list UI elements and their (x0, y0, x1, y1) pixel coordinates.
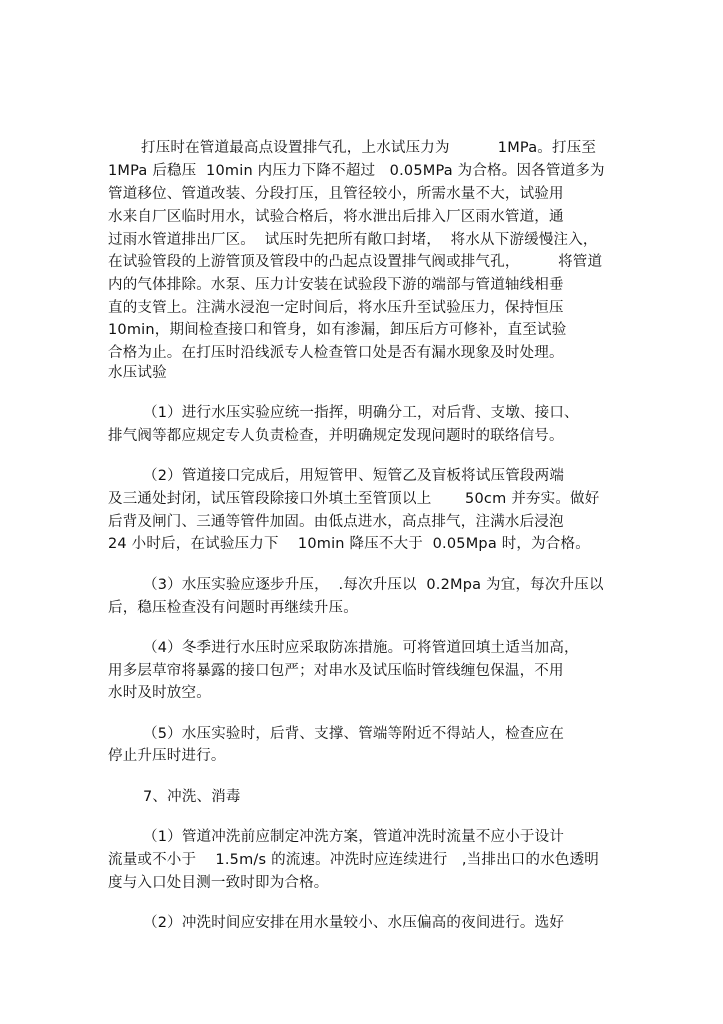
paragraph-1-line: 合格为止。在打压时沿线派专人检查管口处是否有漏水现象及时处理。 (108, 345, 564, 361)
list-item-3-line: 后，稳压检查没有问题时再继续升压。 (108, 600, 358, 616)
list-item-4-line: 用多层草帘将暴露的接口包严；对串水及试压临时管线缠包保温，不用 (108, 663, 564, 679)
paragraph-1-line: 水来自厂区临时用水，试验合格后，将水泄出后排入厂区雨水管道，通 (108, 209, 564, 225)
list-item-5-line: 停止升压时进行。 (108, 748, 226, 764)
list-item-4-line: 水时及时放空。 (108, 685, 211, 701)
list-item-2-line: （2）管道接口完成后，用短管甲、短管乙及盲板将试压管段两端 (143, 468, 565, 484)
flush-item-1-line: （1）管道冲洗前应制定冲洗方案，管道冲洗时流量不应小于设计 (143, 829, 565, 845)
paragraph-1-line: 直的支管上。注满水浸泡一定时间后，将水压升至试验压力，保持恒压 (108, 300, 564, 316)
flush-item-1-line: 流量或不小于 1.5m/s 的流速。冲洗时应连续进行 ,当排出口的水色透明 (108, 852, 600, 868)
list-item-2-line: 及三通处封闭，试压管段除接口外填土至管顶以上 50cm 并夯实。做好 (108, 491, 600, 507)
list-item-3-line: （3）水压实验应逐步升压， .每次升压以 0.2Mpa 为宜，每次升压以 (143, 577, 604, 593)
list-item-2-line: 后背及闸门、三通等管件加固。由低点进水，高点排气，注满水后浸泡 (108, 514, 564, 530)
paragraph-1-line: 10min，期间检查接口和管身，如有渗漏，卸压后方可修补，直至试验 (108, 322, 567, 338)
section-heading-flush-disinfect: 7、冲洗、消毒 (143, 789, 241, 805)
section-heading-water-test: 水压试验 (108, 365, 167, 381)
list-item-5-line: （5）水压实验时，后背、支撑、管端等附近不得站人，检查应在 (143, 726, 565, 742)
paragraph-1-line: 过雨水管道排出厂区。 试压时先把所有敞口封堵， 将水从下游缓慢注入， (108, 232, 598, 248)
paragraph-1-line: 打压时在管道最高点设置排气孔，上水试压力为 1MPa。打压至 (141, 140, 597, 156)
paragraph-1-line: 1MPa 后稳压 10min 内压力下降不超过 0.05MPa 为合格。因各管道多为 (108, 163, 605, 179)
list-item-1-line: 排气阀等都应规定专人负责检查，并明确规定发现问题时的联络信号。 (108, 428, 564, 444)
list-item-2-line: 24 小时后，在试验压力下 10min 降压不大于 0.05Mpa 时，为合格。 (108, 536, 590, 552)
flush-item-2-line: （2）冲洗时间应安排在用水量较小、水压偏高的夜间进行。选好 (143, 915, 565, 931)
flush-item-1-line: 度与入口处目测一致时即为合格。 (108, 875, 329, 891)
paragraph-1-line: 在试验管段的上游管顶及管段中的凸起点设置排气阀或排气孔， 将管道 (108, 254, 603, 270)
paragraph-1-line: 内的气体排除。水泵、压力计安装在试验段下游的端部与管道轴线相垂 (108, 277, 564, 293)
list-item-4-line: （4）冬季进行水压时应采取防冻措施。可将管道回填土适当加高， (143, 640, 579, 656)
list-item-1-line: （1）进行水压实验应统一指挥，明确分工，对后背、支墩、接口、 (143, 405, 579, 421)
paragraph-1-line: 管道移位、管道改装、分段打压，且管径较小，所需水量不大，试验用 (108, 186, 564, 202)
